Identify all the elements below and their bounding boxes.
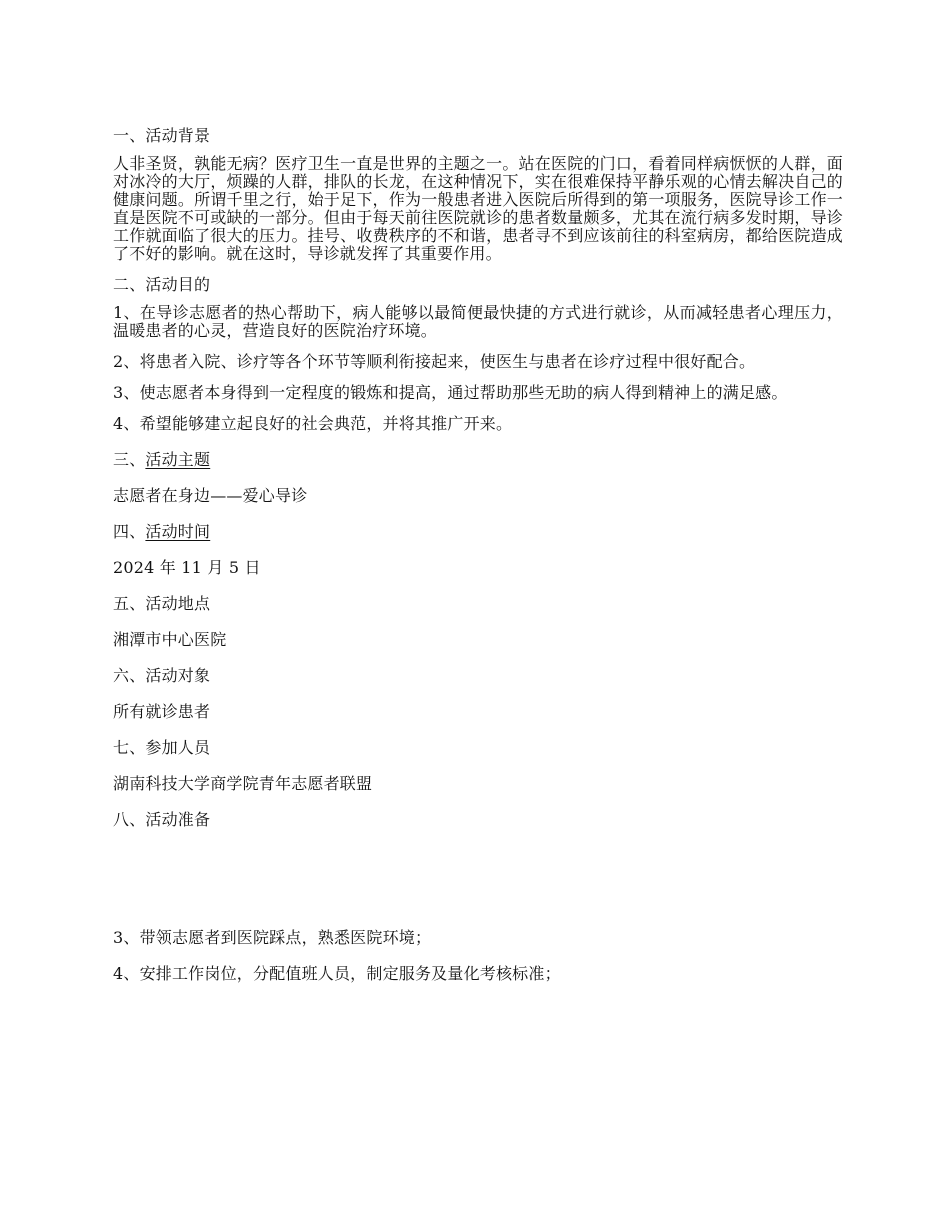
theme-text: 志愿者在身边——爱心导诊 (113, 486, 308, 505)
participants-heading: 七、参加人员 (113, 738, 211, 757)
background-heading: 一、活动背景 (113, 126, 211, 145)
theme-heading-prefix: 三、 (113, 450, 146, 469)
preparation-heading: 八、活动准备 (113, 810, 211, 829)
time-heading-main: 活动时间 (145, 522, 211, 541)
target-heading: 六、活动对象 (113, 666, 211, 685)
purpose-item-3: 3、使志愿者本身得到一定程度的锻炼和提高，通过帮助那些无助的病人得到精神上的满足感。 (113, 383, 788, 402)
participants-text: 湖南科技大学商学院青年志愿者联盟 (113, 774, 373, 793)
document-page (113, 127, 843, 1001)
location-heading: 五、活动地点 (113, 594, 211, 613)
background-paragraph: 人非圣贤，孰能无病？医疗卫生一直是世界的主题之一。站在医院的门口，看着同样病恹恹的人群，面对冰冷的大厅，烦躁的人群，排队的长龙，在这种情况下，实在很难保持平静乐观的心情去解决自己的健康问题。所谓千里之行，始于足下，作为一般患者进入医院后所得到的第一项服务，医院导诊工作一直是医院不可或缺的一部分。但由于每天前往医院就诊的患者数量颇多，尤其在流行病多发时期，导诊工作就面临了很大的压力。挂号、收费秩序的不和谐，患者寻不到应该前往的科室病房，都给医院造成了不好的影响。就在这时，导诊就发挥了其重要作用。 (113, 154, 843, 263)
purpose-heading: 二、活动目的 (113, 275, 211, 294)
preparation-item-4: 4、安排工作岗位，分配值班人员，制定服务及量化考核标准； (113, 964, 561, 983)
time-text: 2024 年 11 月 5 日 (113, 558, 261, 577)
purpose-item-2: 2、将患者入院、诊疗等各个环节等顺利衔接起来，使医生与患者在诊疗过程中很好配合。 (113, 352, 756, 371)
preparation-item-3: 3、带领志愿者到医院踩点，熟悉医院环境； (113, 928, 432, 947)
time-heading (113, 523, 843, 541)
target-text: 所有就诊患者 (113, 702, 211, 721)
purpose-item-1: 1、在导诊志愿者的热心帮助下，病人能够以最简便最快捷的方式进行就诊，从而减轻患者心理压力，温暖患者的心灵，营造良好的医院治疗环境。 (113, 303, 843, 340)
location-text: 湘潭市中心医院 (113, 630, 227, 649)
theme-heading-main: 活动主题 (145, 450, 211, 469)
purpose-item-4: 4、希望能够建立起良好的社会典范，并将其推广开来。 (113, 414, 513, 433)
theme-heading (113, 451, 843, 469)
blank-space (113, 847, 843, 929)
time-heading-prefix: 四、 (113, 522, 146, 541)
